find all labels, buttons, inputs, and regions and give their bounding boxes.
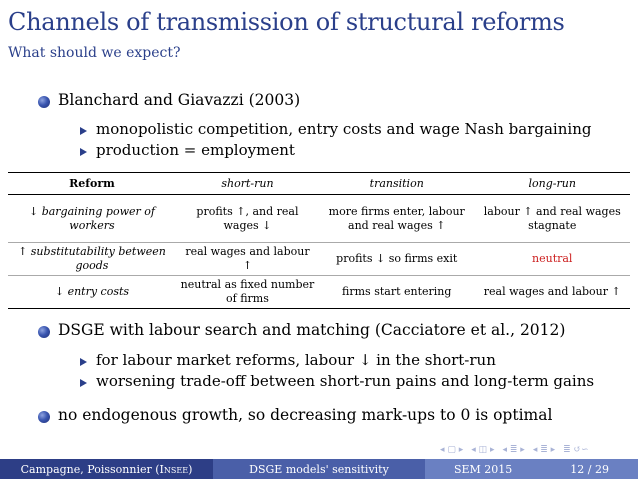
table-cell: neutral as fixed number of firms (176, 275, 319, 308)
table-row (8, 195, 630, 243)
footer-title-text: DSGE models' sensitivity (249, 462, 389, 476)
triangle-bullet-icon (80, 379, 87, 387)
nav-subsection-icon[interactable]: ◂ ≣ ▸ (502, 445, 525, 455)
subbullet-text: production = employment (96, 141, 295, 159)
bullet-text: Blanchard and Giavazzi (2003) (58, 91, 301, 109)
footer-authors: Campagne, Poissonnier ( Insee ) (0, 459, 213, 479)
table-header: long-run (474, 173, 630, 195)
footer-event: SEM 2015 (453, 462, 513, 476)
table-row (8, 275, 630, 308)
bullet-text: no endogenous growth, so decreasing mark-ups to 0 is optimal (58, 406, 553, 424)
subbullet-text: worsening trade-off between short-run pains and long-term gains (96, 372, 595, 390)
nav-slide-prev-icon[interactable]: ◂ ▢ ▸ (440, 445, 464, 455)
table-cell: ↓ bargaining power of workers (8, 195, 176, 243)
subbullet-text: monopolistic competition, entry costs and wage Nash bargaining (96, 120, 592, 138)
footer-title (213, 459, 425, 479)
bullet-ball-icon (38, 411, 50, 423)
table-cell: real wages and labour ↑ (474, 275, 630, 308)
table-header-row (8, 173, 630, 195)
footer-authors-text: Campagne, Poissonnier (20, 462, 152, 476)
bullet-ball-icon (38, 326, 50, 338)
table-cell: real wages and labour ↑ (176, 243, 319, 276)
footer-info (425, 459, 638, 479)
bullet-ball-icon (38, 96, 50, 108)
table-cell: labour ↑ and real wages stagnate (474, 195, 630, 243)
table-header: Reform (8, 173, 176, 195)
slide-footer (0, 459, 638, 479)
nav-frame-icon[interactable]: ◂ ◫ ▸ (471, 445, 495, 455)
slide-title: Channels of transmission of structural reforms (8, 8, 565, 36)
nav-search-icon[interactable]: ≣ ↺∽ (563, 445, 589, 455)
slide-subtitle: What should we expect? (8, 45, 181, 61)
table-cell: profits ↑, and real wages ↓ (176, 195, 319, 243)
table-cell: more firms enter, labour and real wages ↑ (319, 195, 475, 243)
nav-section-icon[interactable]: ◂ ≣ ▸ (532, 445, 556, 455)
table-cell: ↑ substitutability between goods (8, 243, 176, 276)
bullet-text: DSGE with labour search and matching (Cacciatore et al., 2012) (58, 321, 566, 339)
triangle-bullet-icon (80, 358, 87, 366)
table-header: short-run (176, 173, 319, 195)
table-cell: firms start entering (319, 275, 475, 308)
table-row (8, 243, 630, 276)
table-cell: ↓ entry costs (8, 275, 176, 308)
triangle-bullet-icon (80, 148, 87, 156)
triangle-bullet-icon (80, 127, 87, 135)
subbullet-text: for labour market reforms, labour ↓ in the short-run (96, 351, 496, 369)
beamer-navigation[interactable] (440, 445, 632, 455)
table-cell: profits ↓ so firms exit (319, 243, 475, 276)
table-cell: neutral (474, 243, 630, 276)
table-header: transition (319, 173, 475, 195)
footer-institution: Insee (159, 462, 189, 476)
reform-table (8, 172, 630, 309)
footer-page-number: 12 / 29 (570, 462, 609, 476)
